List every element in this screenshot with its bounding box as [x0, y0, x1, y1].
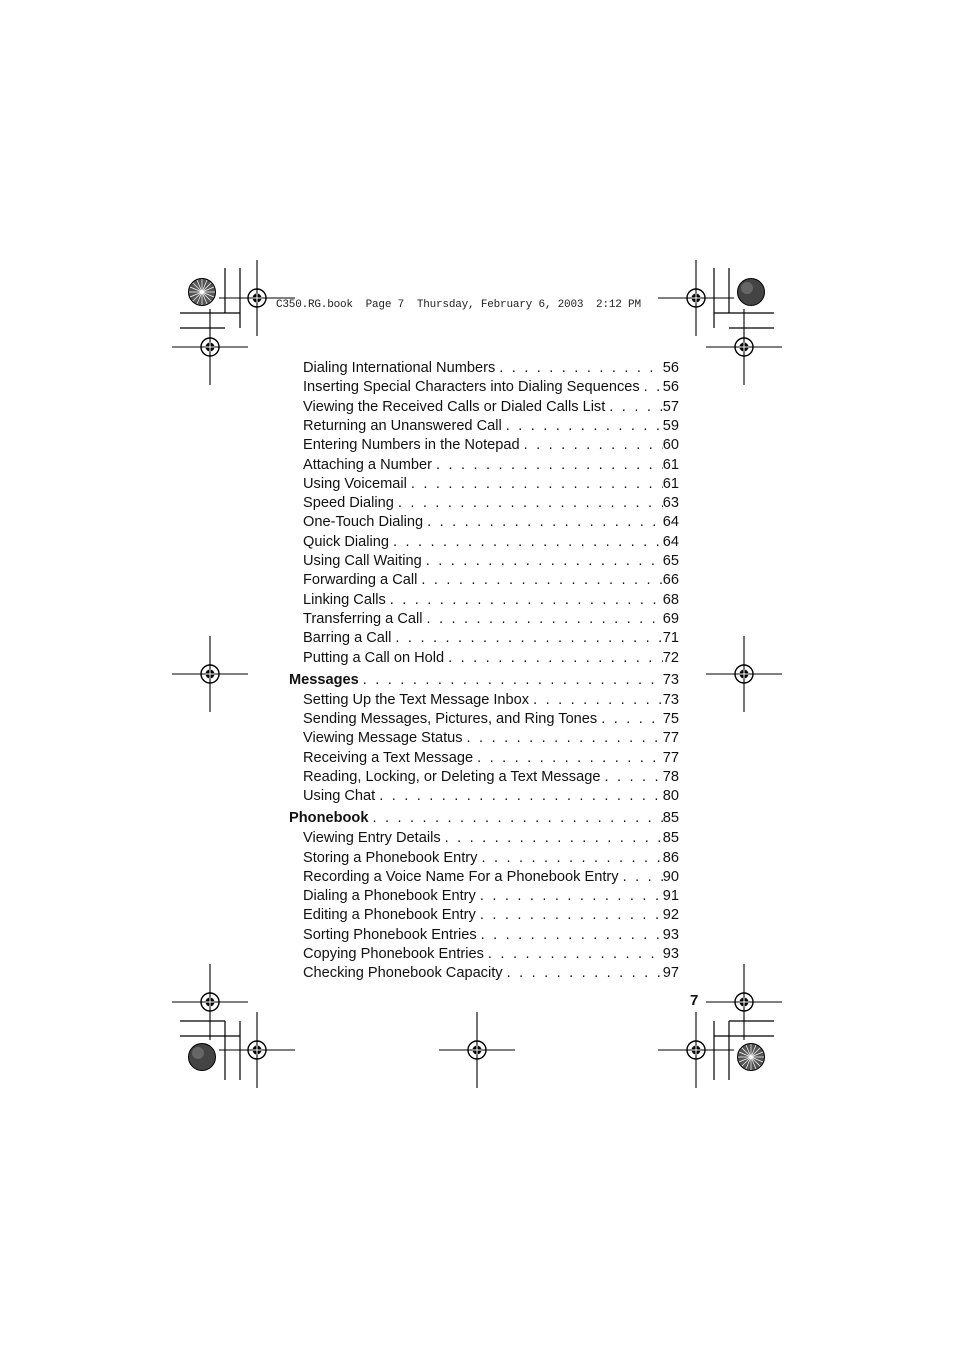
toc-page-number: 65 — [662, 553, 679, 569]
toc-entry — [303, 629, 679, 647]
dot-leader — [503, 964, 663, 982]
toc-entry — [303, 906, 679, 924]
toc-page-number: 64 — [662, 514, 679, 531]
toc-title: Using Chat — [303, 788, 376, 805]
dot-leader — [432, 456, 663, 474]
dot-leader — [391, 629, 662, 647]
toc-page-number: 85 — [662, 810, 679, 827]
toc-page-number: 93 — [662, 946, 679, 962]
toc-page-number: 75 — [662, 710, 679, 727]
toc-page-number: 72 — [662, 649, 679, 666]
toc-title: Barring a Call — [303, 630, 392, 647]
toc-page-number: 60 — [662, 437, 679, 454]
toc-entry — [303, 456, 679, 474]
toc-title: Setting Up the Text Message Inbox — [303, 691, 530, 708]
toc-page-number: 61 — [662, 456, 679, 473]
dot-leader — [423, 610, 663, 628]
toc-title: Viewing the Received Calls or Dialed Calls List — [303, 398, 606, 415]
dot-leader — [368, 809, 662, 827]
toc-page-number: 73 — [662, 691, 679, 708]
toc-entry — [303, 552, 679, 570]
dot-leader — [417, 571, 662, 589]
toc-page-number: 69 — [662, 610, 679, 627]
toc-title: Entering Numbers in the Notepad — [303, 437, 520, 454]
toc-page-number: 97 — [662, 965, 679, 982]
dot-leader — [477, 926, 663, 944]
dot-leader — [476, 887, 663, 905]
toc-page-number: 56 — [662, 379, 679, 396]
toc-title: Messages — [289, 671, 359, 688]
toc-page-number: 92 — [662, 907, 679, 924]
toc-title: Storing a Phonebook Entry — [303, 849, 478, 866]
toc-entry — [303, 436, 679, 454]
dot-leader — [484, 945, 663, 963]
toc-entry — [303, 691, 679, 709]
toc-page-number: 90 — [662, 868, 679, 885]
toc-entry — [303, 649, 679, 667]
toc-entry — [303, 533, 679, 551]
toc-entry — [303, 494, 679, 512]
dot-leader — [520, 436, 663, 454]
toc-page-number: 57 — [662, 398, 679, 415]
toc-title: Transferring a Call — [303, 610, 423, 627]
dot-leader — [407, 475, 663, 493]
dot-leader — [389, 533, 663, 551]
toc-page-number: 59 — [662, 417, 679, 434]
dot-leader — [619, 868, 663, 886]
toc-page-number: 77 — [662, 730, 679, 747]
toc-page-number: 73 — [662, 671, 679, 688]
toc-title: Sorting Phonebook Entries — [303, 926, 477, 943]
toc-entry — [303, 749, 679, 767]
dot-leader — [444, 649, 663, 667]
dot-leader — [441, 829, 663, 847]
dot-leader — [422, 552, 663, 570]
toc-title: Checking Phonebook Capacity — [303, 965, 503, 982]
dot-leader — [502, 417, 663, 435]
toc-title: Dialing a Phonebook Entry — [303, 888, 476, 905]
toc-entry — [303, 359, 679, 377]
toc-page-number: 71 — [662, 630, 679, 647]
toc-title: Sending Messages, Pictures, and Ring Tones — [303, 710, 598, 727]
toc-page-number: 86 — [662, 849, 679, 866]
toc-page-number: 85 — [662, 830, 679, 847]
dot-leader — [600, 768, 662, 786]
toc-title: Reading, Locking, or Deleting a Text Message — [303, 768, 601, 785]
toc-title: Linking Calls — [303, 591, 386, 608]
toc-page-number: 61 — [662, 475, 679, 492]
toc-title: Forwarding a Call — [303, 572, 418, 589]
toc-page-number: 66 — [662, 572, 679, 589]
toc-page-number: 80 — [662, 788, 679, 805]
dot-leader — [423, 513, 663, 531]
toc-entry — [303, 417, 679, 435]
toc-entry — [303, 591, 679, 609]
toc-page-number: 91 — [662, 888, 679, 905]
toc-page-number: 93 — [662, 926, 679, 943]
page-number: 7 — [690, 992, 699, 1009]
dot-leader — [463, 729, 663, 747]
toc-title: Viewing Entry Details — [303, 830, 441, 847]
toc-title: Using Call Waiting — [303, 553, 422, 569]
toc-page-number: 64 — [662, 533, 679, 550]
dot-leader — [394, 494, 663, 512]
toc-page-number: 56 — [662, 360, 679, 376]
toc-title: Recording a Voice Name For a Phonebook Entry — [303, 868, 619, 885]
toc-page-number: 78 — [662, 768, 679, 785]
toc-entry — [303, 513, 679, 531]
toc-title: Editing a Phonebook Entry — [303, 907, 476, 924]
toc-entry — [303, 768, 679, 786]
toc-entry — [303, 729, 679, 747]
toc-entry — [303, 787, 679, 805]
toc-entry — [303, 829, 679, 847]
print-header: C350.RG.book Page 7 Thursday, February 6, 2003 2:12 PM — [276, 299, 641, 311]
toc-entry — [303, 887, 679, 905]
toc-section — [289, 671, 679, 689]
toc-title: Phonebook — [289, 810, 369, 827]
toc-entry — [303, 571, 679, 589]
toc-title: Quick Dialing — [303, 533, 389, 550]
toc-title: Dialing International Numbers — [303, 360, 496, 376]
toc-title: Viewing Message Status — [303, 730, 463, 747]
dot-leader — [473, 749, 663, 767]
toc-page-number: 63 — [662, 495, 679, 512]
toc-title: Speed Dialing — [303, 495, 394, 512]
dot-leader — [597, 710, 663, 728]
toc-title: Putting a Call on Hold — [303, 649, 445, 666]
toc-entry — [303, 475, 679, 493]
dot-leader — [375, 787, 663, 805]
toc-title: Copying Phonebook Entries — [303, 946, 484, 962]
dot-leader — [359, 671, 663, 689]
toc-page-number: 77 — [662, 749, 679, 766]
dot-leader — [476, 906, 663, 924]
toc-title: One-Touch Dialing — [303, 514, 424, 531]
dot-leader — [605, 398, 662, 416]
toc-entry — [303, 610, 679, 628]
toc-entry — [303, 964, 679, 982]
dot-leader — [386, 591, 663, 609]
toc-section — [289, 809, 679, 827]
toc-title: Receiving a Text Message — [303, 749, 474, 766]
dot-leader — [640, 378, 663, 396]
dot-leader — [529, 691, 663, 709]
toc-title: Attaching a Number — [303, 456, 432, 473]
toc-entry — [303, 378, 679, 396]
toc-entry — [303, 868, 679, 886]
toc-title: Using Voicemail — [303, 475, 407, 492]
toc-title: Inserting Special Characters into Dialing Sequences — [303, 379, 640, 396]
dot-leader — [495, 359, 663, 377]
toc-page-number: 68 — [662, 591, 679, 608]
toc-entry — [303, 926, 679, 944]
toc-entry — [303, 710, 679, 728]
toc-entry — [303, 398, 679, 416]
dot-leader — [477, 849, 662, 867]
toc-entry — [303, 849, 679, 867]
toc-entry — [303, 945, 679, 963]
toc-title: Returning an Unanswered Call — [303, 417, 502, 434]
